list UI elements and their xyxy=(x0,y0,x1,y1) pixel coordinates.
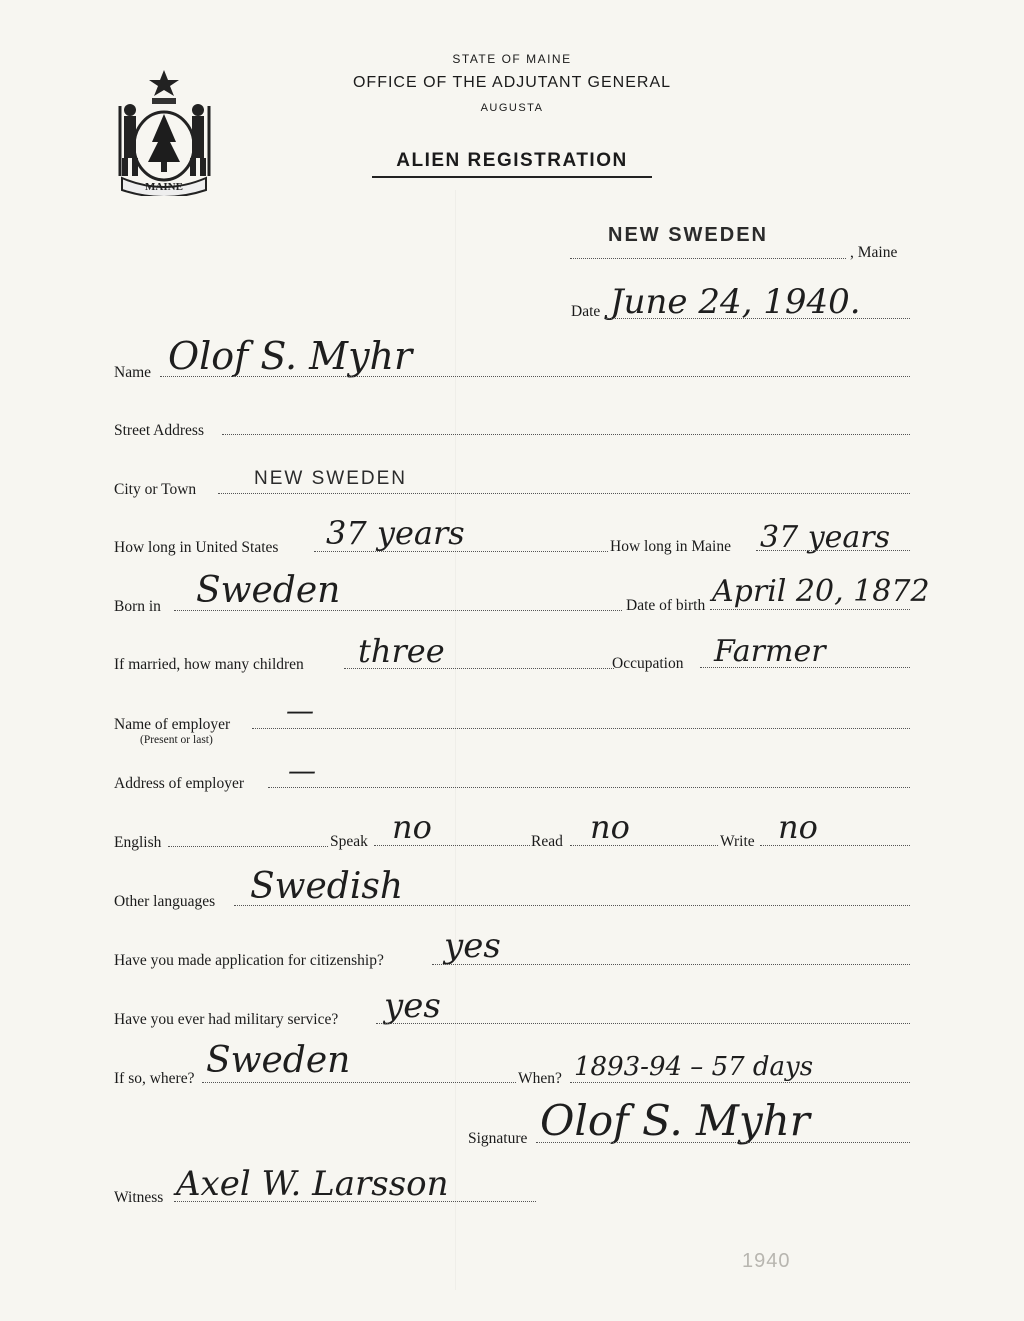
where-line xyxy=(202,1082,516,1083)
children-value: three xyxy=(358,632,445,670)
occupation-label: Occupation xyxy=(612,655,684,672)
town-suffix: , Maine xyxy=(850,244,898,261)
speak-line xyxy=(374,845,530,846)
other-languages-value: Swedish xyxy=(250,866,403,907)
english-line xyxy=(168,846,328,847)
maine-duration-label: How long in Maine xyxy=(610,538,731,555)
signature-label: Signature xyxy=(468,1130,528,1147)
city-value: NEW SWEDEN xyxy=(254,468,407,489)
read-value: no xyxy=(590,808,630,846)
form-title: ALIEN REGISTRATION xyxy=(396,150,628,171)
maine-duration-value: 37 years xyxy=(760,520,891,555)
born-in-value: Sweden xyxy=(196,570,341,611)
town-value: NEW SWEDEN xyxy=(608,224,768,246)
where-label: If so, where? xyxy=(114,1070,195,1087)
children-line xyxy=(344,668,614,669)
read-line xyxy=(570,845,718,846)
paper-fold xyxy=(455,190,456,1290)
city-heading: AUGUSTA xyxy=(480,102,544,114)
town-line xyxy=(570,258,846,259)
employer-address-line xyxy=(268,787,910,788)
born-in-label: Born in xyxy=(114,598,161,615)
employer-line xyxy=(252,728,910,729)
signature-value: Olof S. Myhr xyxy=(540,1096,810,1145)
write-label: Write xyxy=(720,833,755,850)
witness-line xyxy=(174,1201,536,1202)
witness-label: Witness xyxy=(114,1189,164,1206)
signature-line xyxy=(536,1142,910,1143)
citizenship-value: yes xyxy=(444,926,501,966)
speak-value: no xyxy=(392,808,432,846)
when-line xyxy=(570,1082,910,1083)
when-label: When? xyxy=(518,1070,562,1087)
title-underline xyxy=(372,176,652,178)
write-line xyxy=(760,845,910,846)
maine-duration-line xyxy=(756,550,910,551)
date-of-birth-line xyxy=(710,609,910,610)
speak-label: Speak xyxy=(330,833,368,850)
employer-value: — xyxy=(286,694,314,727)
seal-banner-text: MAINE xyxy=(145,181,183,193)
us-duration-label: How long in United States xyxy=(114,539,279,556)
children-label: If married, how many children xyxy=(114,656,304,673)
state-heading: STATE OF MAINE xyxy=(452,52,572,66)
military-label: Have you ever had military service? xyxy=(114,1011,339,1028)
where-value: Sweden xyxy=(206,1040,351,1081)
city-label: City or Town xyxy=(114,481,197,498)
office-heading: OFFICE OF THE ADJUTANT GENERAL xyxy=(352,74,672,91)
us-duration-line xyxy=(314,551,608,552)
city-line xyxy=(218,493,910,494)
occupation-value: Farmer xyxy=(714,634,826,669)
citizenship-line xyxy=(432,964,910,965)
english-label: English xyxy=(114,834,162,851)
other-languages-line xyxy=(234,905,910,906)
name-value: Olof S. Myhr xyxy=(168,334,413,378)
employer-label: Name of employer xyxy=(114,716,231,733)
write-value: no xyxy=(778,808,818,846)
us-duration-value: 37 years xyxy=(326,514,465,552)
employer-address-label: Address of employer xyxy=(114,775,244,792)
witness-value: Axel W. Larsson xyxy=(176,1164,449,1204)
date-line xyxy=(606,318,910,319)
when-value: 1893-94 – 57 days xyxy=(574,1052,814,1082)
received-stamp: 1940 xyxy=(742,1250,791,1272)
street-address-label: Street Address xyxy=(114,422,204,439)
other-languages-label: Other languages xyxy=(114,893,216,910)
name-line xyxy=(160,376,910,377)
read-label: Read xyxy=(531,833,563,850)
citizenship-label: Have you made application for citizenship? xyxy=(114,952,384,969)
date-of-birth-value: April 20, 1872 xyxy=(712,574,930,609)
born-in-line xyxy=(174,610,622,611)
military-line xyxy=(376,1023,910,1024)
date-of-birth-label: Date of birth xyxy=(626,597,706,614)
occupation-line xyxy=(700,667,910,668)
military-value: yes xyxy=(384,986,441,1026)
employer-address-value: — xyxy=(288,754,316,787)
street-address-line xyxy=(222,434,910,435)
date-label: Date xyxy=(571,303,601,320)
name-label: Name xyxy=(114,364,152,381)
employer-sublabel: (Present or last) xyxy=(140,734,213,746)
date-value: June 24, 1940. xyxy=(610,282,861,322)
